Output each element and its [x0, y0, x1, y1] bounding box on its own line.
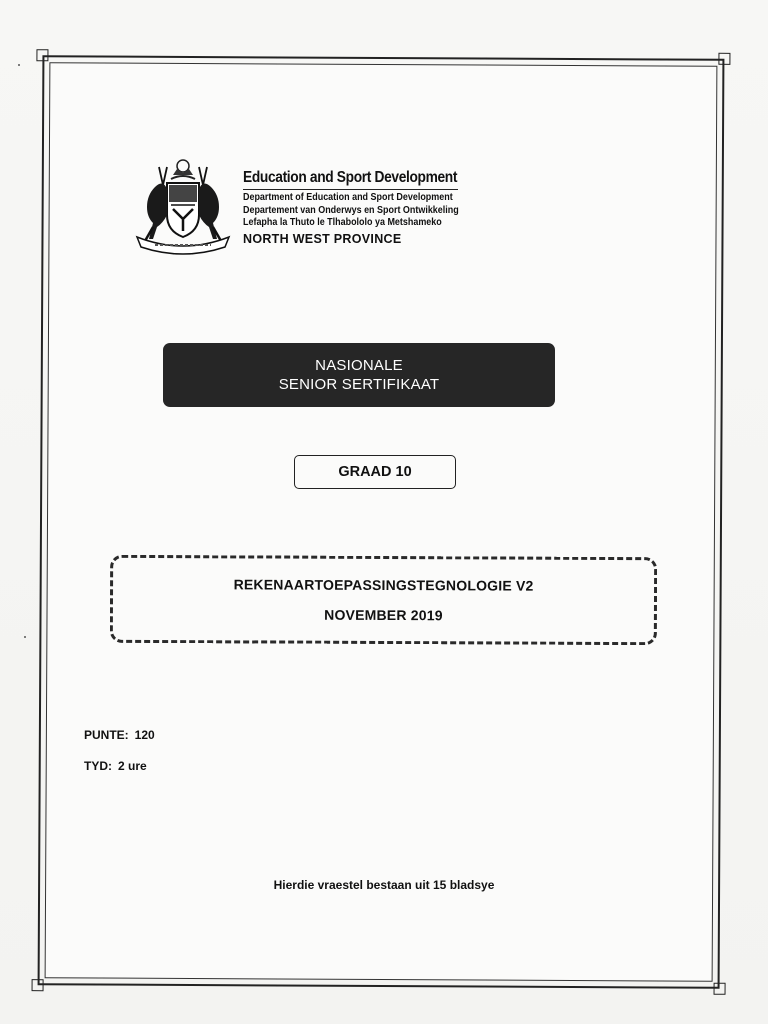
- province-name: NORTH WEST PROVINCE: [243, 231, 402, 246]
- border-corner: [714, 983, 726, 995]
- time-value: 2 ure: [118, 759, 147, 773]
- subject-name: REKENAARTOEPASSINGSTEGNOLOGIE V2: [233, 576, 534, 594]
- points-value: 120: [134, 728, 155, 742]
- points-line: [84, 728, 155, 742]
- grade-label: GRAAD 10: [294, 455, 456, 489]
- banner-line-2: SENIOR SERTIFIKAAT: [278, 376, 440, 393]
- department-line-af: Departement van Onderwys en Sport Ontwikkeling: [243, 204, 459, 216]
- department-title: Education and Sport Development: [243, 169, 458, 190]
- letterhead: [133, 157, 463, 257]
- department-line-en: Department of Education and Sport Development: [243, 192, 453, 203]
- border-corner: [718, 53, 730, 65]
- border-corner: [32, 979, 44, 991]
- banner-line-1: NASIONALE: [315, 357, 403, 374]
- time-line: [84, 759, 147, 773]
- department-line-tn: Lefapha la Thuto le Tlhabololo ya Metshameko: [243, 217, 442, 228]
- border-corner: [36, 49, 48, 61]
- scan-speck: [24, 636, 26, 638]
- coat-of-arms-icon: [133, 157, 233, 255]
- points-label: PUNTE:: [84, 728, 129, 742]
- subject-box: [110, 555, 657, 645]
- page-count-note: Hierdie vraestel bestaan uit 15 bladsye: [273, 878, 495, 892]
- certificate-banner: [163, 343, 555, 407]
- time-label: TYD:: [84, 759, 112, 773]
- scan-speck: [18, 64, 20, 66]
- exam-date: NOVEMBER 2019: [324, 606, 443, 624]
